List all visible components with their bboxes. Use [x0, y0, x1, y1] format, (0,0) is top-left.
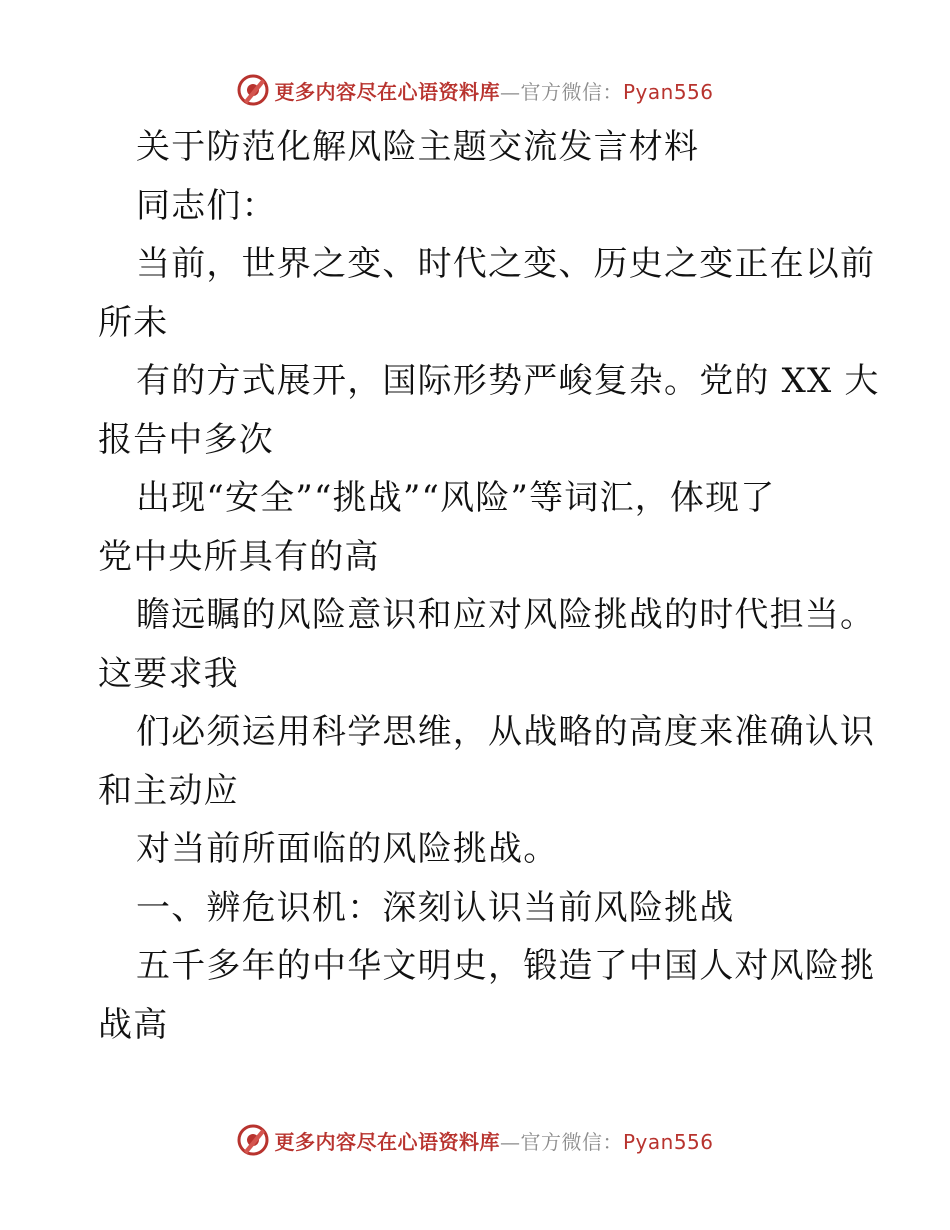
paragraph-line: 瞻远瞩的风险意识和应对风险挑战的时代担当。	[136, 595, 876, 635]
header-dash: —	[499, 79, 521, 104]
footer-banner-text	[274, 1126, 713, 1155]
header-banner-text	[274, 76, 713, 105]
header-site-name: 更多内容尽在心语资料库	[274, 79, 500, 104]
paragraph-line: 这要求我	[98, 653, 239, 694]
paragraph-line: 报告中多次	[98, 419, 274, 460]
header-wechat-id: Pyan556	[622, 79, 714, 104]
footer-banner	[0, 1120, 950, 1160]
greeting: 同志们：	[136, 185, 277, 226]
paragraph-line: 当前，世界之变、时代之变、历史之变正在以前	[136, 244, 876, 284]
footer-dash: —	[499, 1129, 521, 1154]
brush-logo-icon	[236, 1123, 270, 1157]
brush-logo-icon	[236, 73, 270, 107]
header-wechat-label: 官方微信：	[520, 79, 623, 104]
paragraph-line: 出现“安全”“挑战”“风险”等词汇，体现了	[136, 478, 776, 518]
paragraph-line: 们必须运用科学思维，从战略的高度来准确认识	[136, 712, 876, 752]
footer-wechat-label: 官方微信：	[520, 1129, 623, 1154]
header-banner	[0, 70, 950, 110]
paragraph-line: 和主动应	[98, 770, 239, 811]
paragraph-line: 五千多年的中华文明史，锻造了中国人对风险挑	[136, 946, 876, 986]
paragraph-line: 对当前所面临的风险挑战。	[136, 829, 559, 869]
paragraph-line: 有的方式展开，国际形势严峻复杂。党的 XX 大	[136, 361, 880, 401]
section-heading: 一、辨危识机：深刻认识当前风险挑战	[136, 887, 735, 928]
paragraph-line: 战高	[98, 1004, 169, 1045]
footer-wechat-id: Pyan556	[622, 1129, 714, 1154]
paragraph-line: 党中央所具有的高	[98, 536, 380, 577]
footer-site-name: 更多内容尽在心语资料库	[274, 1129, 500, 1154]
document-title: 关于防范化解风险主题交流发言材料	[136, 127, 700, 167]
document-body	[98, 118, 880, 1054]
paragraph-line: 所未	[98, 302, 169, 343]
